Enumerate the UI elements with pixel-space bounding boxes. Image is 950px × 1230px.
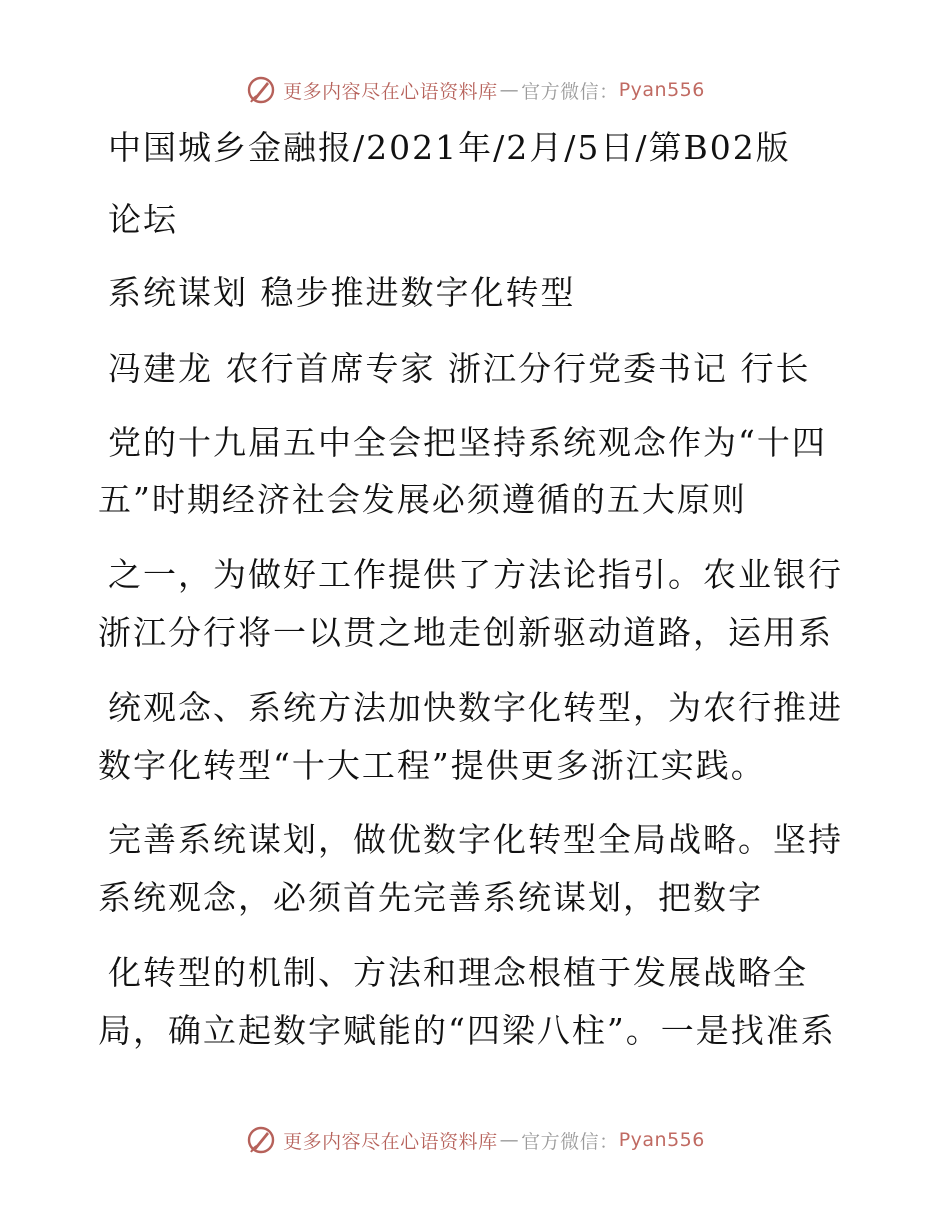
paragraph-line: 系统观念，必须首先完善系统谋划，把数字 xyxy=(98,878,763,917)
watermark-official-label: 官方微信： xyxy=(521,1130,619,1153)
paragraph-line: 化转型的机制、方法和理念根植于发展战略全 xyxy=(108,953,808,992)
watermark-brand: 更多内容尽在心语资料库 xyxy=(283,1130,498,1153)
watermark-brand: 更多内容尽在心语资料库 xyxy=(283,80,498,103)
paragraph-line: 数字化转型“十大工程”提供更多浙江实践。 xyxy=(98,746,766,785)
watermark-footer xyxy=(0,1120,950,1160)
paragraph-line: 完善系统谋划，做优数字化转型全局战略。坚持 xyxy=(108,820,843,859)
paragraph-line: 浙江分行将一以贯之地走创新驱动道路，运用系 xyxy=(98,613,833,652)
watermark-separator: — xyxy=(499,1129,520,1151)
watermark-separator: — xyxy=(499,79,520,101)
paragraph-line: 统观念、系统方法加快数字化转型，为农行推进 xyxy=(108,688,843,727)
paragraph-line: 局，确立起数字赋能的“四梁八柱”。一是找准系 xyxy=(98,1011,836,1050)
watermark-official-label: 官方微信： xyxy=(521,80,619,103)
article-title: 系统谋划 稳步推进数字化转型 xyxy=(108,273,576,312)
watermark-wechat-id: Pyan556 xyxy=(618,79,705,101)
source-line: 中国城乡金融报/2021年/2月/5日/第B02版 xyxy=(108,128,791,167)
watermark-header xyxy=(0,70,950,110)
quill-logo-icon xyxy=(245,1124,277,1156)
paragraph-line: 之一，为做好工作提供了方法论指引。农业银行 xyxy=(108,555,843,594)
column-label: 论坛 xyxy=(108,200,178,239)
quill-logo-icon xyxy=(245,74,277,106)
paragraph-line: 党的十九届五中全会把坚持系统观念作为“十四 xyxy=(108,423,827,462)
paragraph-line: 五”时期经济社会发展必须遵循的五大原则 xyxy=(98,480,747,519)
author-line: 冯建龙 农行首席专家 浙江分行党委书记 行长 xyxy=(108,349,811,388)
watermark-wechat-id: Pyan556 xyxy=(618,1129,705,1151)
